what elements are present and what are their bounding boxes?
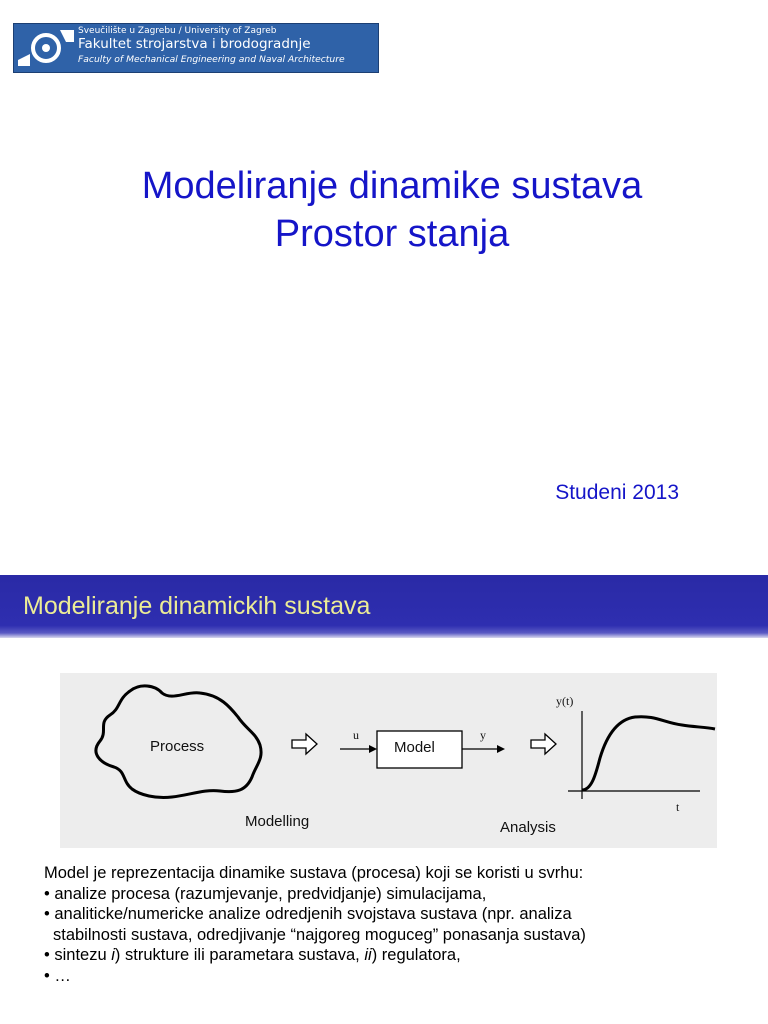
bullet-3-suffix: ) regulatora, <box>371 946 461 964</box>
body-intro: Model je reprezentacija dinamike sustava (procesa) koji se koristi u svrhu: <box>44 864 584 882</box>
modelling-label: Modelling <box>245 813 310 830</box>
university-logo-icon <box>16 26 76 70</box>
modelling-diagram <box>60 673 717 848</box>
analysis-arrow-icon <box>531 734 556 754</box>
bullet-2-line-2: stabilnosti sustava, odredjivanje “najgoreg moguceg” ponasanja sustava) <box>53 925 586 944</box>
bullet-2-line-1: • analiticke/numericke analize odredjenih svojstava sustava (npr. analiza <box>44 905 572 923</box>
university-logo <box>13 23 379 73</box>
y-axis-label: y(t) <box>556 694 574 708</box>
step-response-curve <box>582 717 715 790</box>
bullet-1: • analize procesa (razumjevanje, predvidjanje) simulacijama, <box>44 884 487 903</box>
x-axis-label: t <box>676 800 680 814</box>
bullet-3-prefix: • sintezu <box>44 946 112 964</box>
content-slide <box>0 575 768 1024</box>
bullet-3-ii: ii <box>364 946 372 964</box>
bullet-3 <box>44 945 754 966</box>
bullet-3-i: i <box>111 946 115 964</box>
title-line-1: Modeliranje dinamike sustava <box>141 165 643 207</box>
slide-header-title: Modeliranje dinamickih sustava <box>23 592 371 620</box>
slide-header <box>0 575 768 638</box>
input-arrowhead <box>369 745 377 753</box>
input-label: u <box>353 728 359 742</box>
bullet-4: • … <box>44 966 71 985</box>
modelling-arrow-icon <box>292 734 317 754</box>
logo-line-2: Fakultet strojarstva i brodogradnje <box>78 36 311 52</box>
analysis-label: Analysis <box>500 819 556 836</box>
title-line-2: Prostor stanja <box>274 213 510 255</box>
process-label: Process <box>150 738 205 755</box>
output-label: y <box>480 728 486 742</box>
slide-date: Studeni 2013 <box>555 481 679 504</box>
slide-title <box>0 162 768 258</box>
logo-line-3: Faculty of Mechanical Engineering and Naval Architecture <box>78 53 345 65</box>
slide-body <box>44 863 754 986</box>
bullet-3-mid: ) strukture ili parametara sustava, <box>114 946 365 964</box>
logo-line-1: Sveučilište u Zagrebu / University of Zagreb <box>78 26 277 36</box>
output-arrowhead <box>497 745 505 753</box>
model-label: Model <box>394 739 435 756</box>
